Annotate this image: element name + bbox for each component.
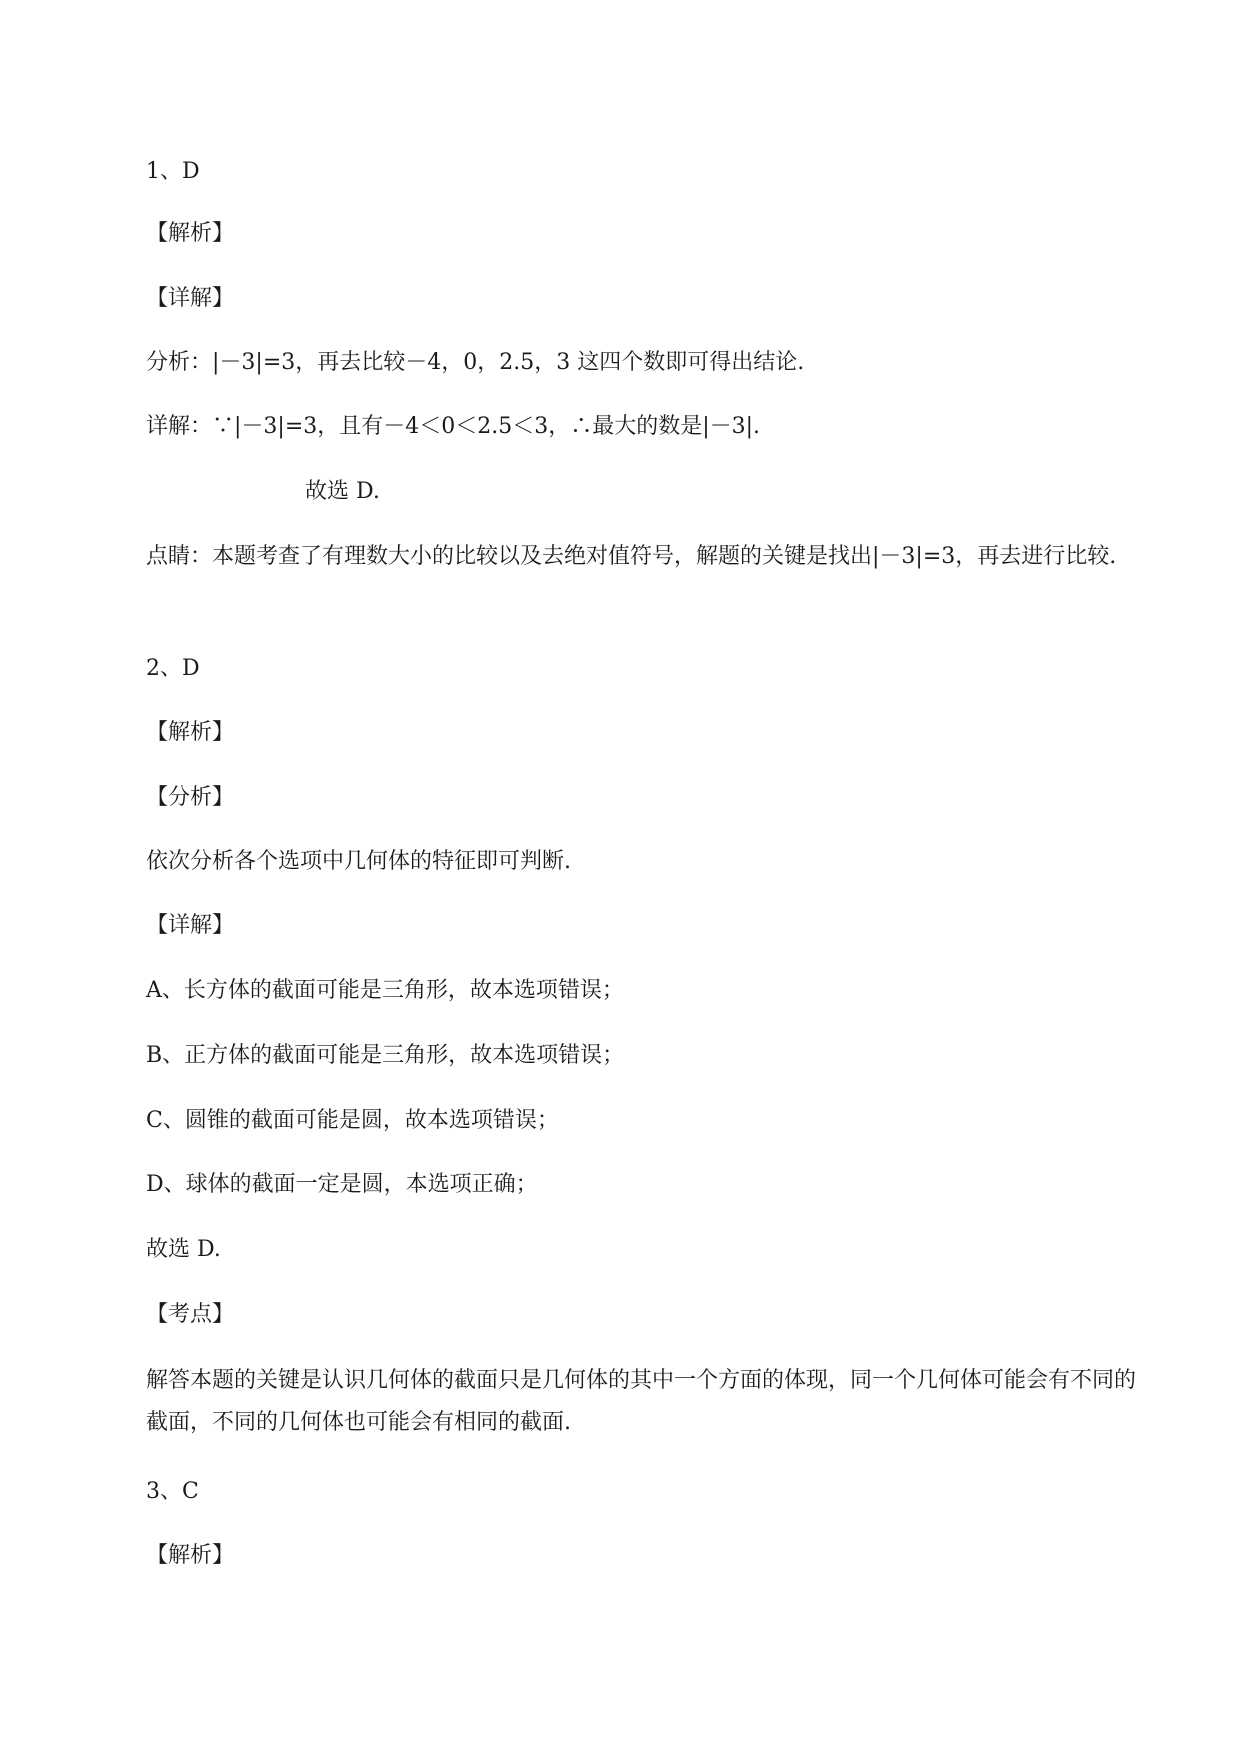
q2-answer: 2、D	[146, 656, 200, 681]
q2-choose: 故选 D.	[146, 1237, 221, 1262]
q2-fenxi-text: 依次分析各个选项中几何体的特征即可判断.	[146, 849, 571, 874]
q1-analysis-heading: 【解析】	[146, 221, 235, 246]
q2-analysis-heading: 【解析】	[146, 720, 235, 745]
q2-option-d: D、球体的截面一定是圆，本选项正确；	[146, 1172, 538, 1197]
q2-kaodian-heading: 【考点】	[146, 1302, 235, 1327]
q2-option-b: B、正方体的截面可能是三角形，故本选项错误；	[146, 1043, 625, 1068]
q1-answer: 1、D	[146, 159, 200, 184]
q2-fenxi-heading: 【分析】	[146, 785, 235, 810]
q1-detail-heading: 【详解】	[146, 286, 235, 311]
q2-option-a: A、长方体的截面可能是三角形，故本选项错误；	[146, 978, 624, 1003]
q1-analysis-text: 分析：|－3|=3，再去比较－4，0，2.5，3 这四个数即可得出结论.	[146, 350, 805, 375]
q3-analysis-heading: 【解析】	[146, 1543, 235, 1568]
q3-answer: 3、C	[146, 1479, 199, 1504]
q1-detail-text: 详解：∵|－3|=3，且有－4＜0＜2.5＜3，∴最大的数是|－3|.	[146, 414, 761, 439]
q2-kaodian-text: 解答本题的关键是认识几何体的截面只是几何体的其中一个方面的体现，同一个几何体可能会有不同的截面，不同的几何体也可能会有相同的截面.	[146, 1368, 1137, 1435]
q1-remark: 点睛：本题考查了有理数大小的比较以及去绝对值符号，解题的关键是找出|－3|=3，再去进行比较.	[146, 544, 1117, 569]
q2-detail-heading: 【详解】	[146, 913, 235, 938]
q1-choose: 故选 D.	[305, 479, 380, 504]
q2-option-c: C、圆锥的截面可能是圆，故本选项错误；	[146, 1108, 559, 1133]
